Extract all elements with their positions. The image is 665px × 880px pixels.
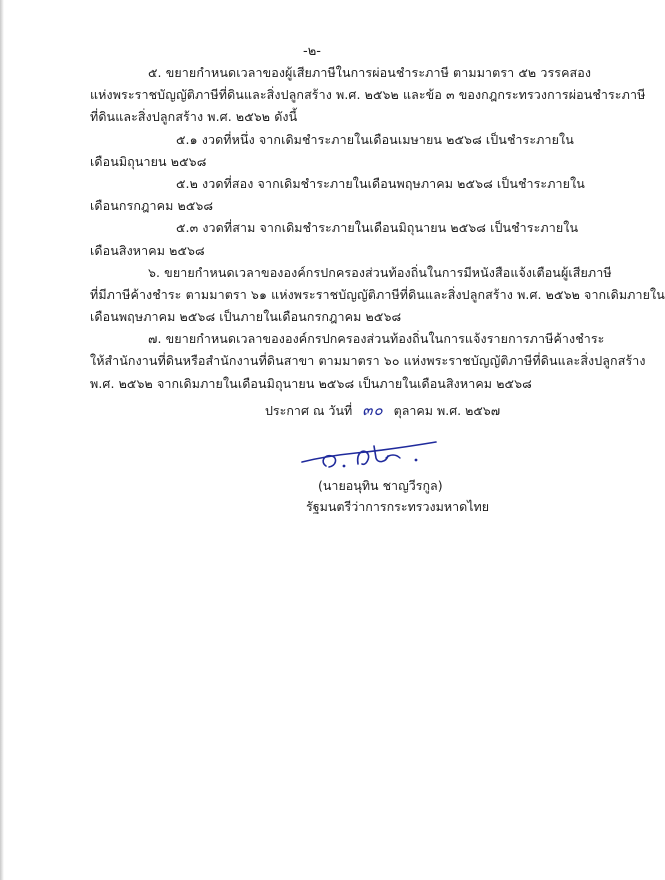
para-6-line-3: เดือนพฤษภาคม ๒๕๖๘ เป็นภายในเดือนกรกฎาคม ๒๕๖๘ — [90, 309, 402, 325]
para-6-line-1: ๖. ขยายกำหนดเวลาขององค์กรปกครองส่วนท้องถิ่นในการมีหนังสือแจ้งเตือนผู้เสียภาษี — [148, 264, 612, 280]
handwritten-signature — [296, 428, 446, 478]
handwritten-day: ๓๐ — [362, 401, 384, 419]
para-5-1-line-2: เดือนมิถุนายน ๒๕๖๘ — [90, 153, 207, 169]
announcement-date — [265, 398, 500, 422]
para-6-line-2: ที่มีภาษีค้างชำระ ตามมาตรา ๖๑ แห่งพระราชบัญญัติภาษีที่ดินและสิ่งปลูกสร้าง พ.ศ. ๒๕๖๒ จากเดิมภายใน — [90, 286, 665, 302]
para-7-line-2: ให้สำนักงานที่ดินหรือสำนักงานที่ดินสาขา ตามมาตรา ๖๐ แห่งพระราชบัญญัติภาษีที่ดินและสิ่งปลูกสร้าง — [90, 353, 646, 369]
announcement-prefix: ประกาศ ณ วันที่ — [265, 403, 353, 418]
page-number: -๒- — [303, 44, 321, 59]
para-5-3-line-2: เดือนสิงหาคม ๒๕๖๘ — [90, 242, 205, 258]
para-5-line-1: ๕. ขยายกำหนดเวลาของผู้เสียภาษีในการผ่อนชำระภาษี ตามมาตรา ๕๒ วรรคสอง — [148, 65, 592, 80]
signer-name: (นายอนุทิน ชาญวีรกูล) — [318, 478, 443, 493]
para-5-2-line-2: เดือนกรกฎาคม ๒๕๖๘ — [90, 198, 214, 214]
document-body — [90, 62, 665, 395]
announcement-suffix: ตุลาคม พ.ศ. ๒๕๖๗ — [393, 403, 501, 418]
para-7-line-3: พ.ศ. ๒๕๖๒ จากเดิมภายในเดือนมิถุนายน ๒๕๖๘ เป็นภายในเดือนสิงหาคม ๒๕๖๘ — [90, 375, 532, 391]
para-5-line-2: แห่งพระราชบัญญัติภาษีที่ดินและสิ่งปลูกสร้าง พ.ศ. ๒๕๖๒ และข้อ ๓ ของกฎกระทรวงการผ่อนชำระภาษี — [90, 87, 646, 103]
para-5-3-line-1: ๕.๓ งวดที่สาม จากเดิมชำระภายในเดือนมิถุนายน ๒๕๖๘ เป็นชำระภายใน — [176, 220, 579, 236]
para-5-1-line-1: ๕.๑ งวดที่หนึ่ง จากเดิมชำระภายในเดือนเมษายน ๒๕๖๘ เป็นชำระภายใน — [176, 131, 574, 147]
signer-title: รัฐมนตรีว่าการกระทรวงมหาดไทย — [306, 499, 490, 514]
para-5-2-line-1: ๕.๒ งวดที่สอง จากเดิมชำระภายในเดือนพฤษภาคม ๒๕๖๘ เป็นชำระภายใน — [176, 175, 585, 191]
para-5-line-3: ที่ดินและสิ่งปลูกสร้าง พ.ศ. ๒๕๖๒ ดังนี้ — [90, 109, 298, 125]
para-7-line-1: ๗. ขยายกำหนดเวลาขององค์กรปกครองส่วนท้องถิ่นในการแจ้งรายการภาษีค้างชำระ — [148, 331, 605, 347]
